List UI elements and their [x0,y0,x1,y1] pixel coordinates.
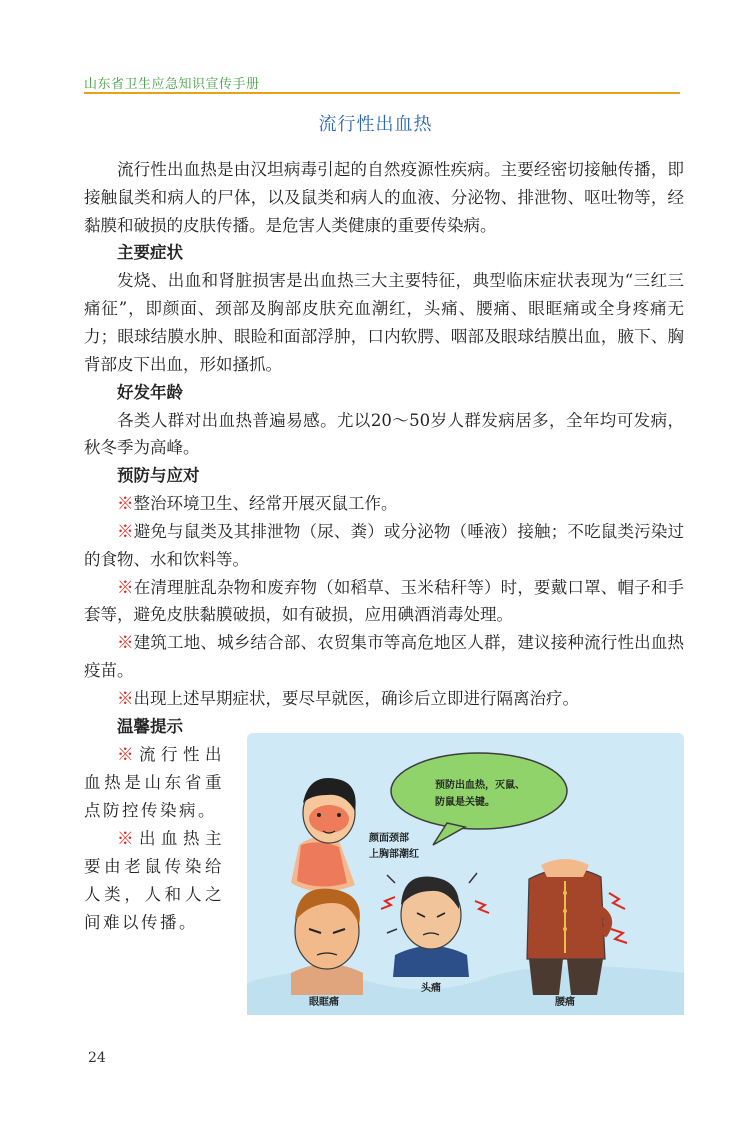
symptoms-illustration [247,733,684,1015]
symptoms-heading: 主要症状 [117,243,183,263]
prevention-item-text: 建筑工地、城乡结合部、农贸集市等高危地区人群，建议接种流行性出血热疫苗。 [84,633,685,680]
prevention-item-text: 出现上述早期症状，要尽早就医，确诊后立即进行隔离治疗。 [133,688,579,708]
tip-item-text: 流行性出血热是山东省重点防控传染病。 [84,744,224,820]
reference-mark-icon: ※ [117,744,139,764]
bubble-text-line2: 防鼠是关键。 [435,796,495,808]
reference-mark-icon: ※ [117,688,134,708]
reference-mark-icon: ※ [117,494,134,514]
label-back: 腰痛 [555,996,575,1008]
intro-paragraph: 流行性出血热是由汉坦病毒引起的自然疫源性疾病。主要经密切接触传播，即接触鼠类和病人的尸体，以及鼠类和病人的血液、分泌物、排泄物、呕吐物等，经黏膜和破损的皮肤传播。是危害人类健康的重要传染病。 [84,160,684,235]
tips-text [84,741,224,937]
tips-heading: 温馨提示 [117,716,183,736]
tip-item [84,825,224,937]
prevention-item-text: 整治环境卫生、经常开展灭鼠工作。 [133,494,398,514]
running-header: 山东省卫生应急知识宣传手册 [84,77,260,92]
prevention-item [84,490,684,518]
label-eye: 眼眶痛 [309,996,339,1008]
page-number: 24 [88,1050,106,1066]
prevention-item [84,574,684,630]
prevention-item [84,629,684,685]
reference-mark-icon: ※ [117,521,134,541]
prevention-heading: 预防与应对 [117,466,200,486]
article-body [84,156,685,1008]
header-rule [84,92,680,94]
label-head: 头痛 [421,982,441,994]
tips-section [84,741,684,1008]
reference-mark-icon: ※ [117,633,134,653]
reference-mark-icon: ※ [117,577,134,597]
prevention-item-text: 避免与鼠类及其排泄物（尿、粪）或分泌物（唾液）接触；不吃鼠类污染过的食物、水和饮料等。 [84,521,685,569]
eye-pain-figure [291,888,363,994]
bubble-text-line1: 预防出血热，灭鼠、 [435,779,525,791]
page-title: 流行性出血热 [318,114,433,135]
label-face-line2: 上胸部潮红 [369,848,419,860]
tip-item-text: 出血热主要由老鼠传染给人类，人和人之间难以传播。 [84,828,224,932]
tip-item [84,741,224,825]
label-face-line1: 颜面颈部 [369,832,409,844]
prevention-item-text: 在清理脏乱杂物和废弃物（如稻草、玉米秸秆等）时，要戴口罩、帽子和手套等，避免皮肤黏膜破损，如有破损，应用碘酒消毒处理。 [84,577,685,625]
symptoms-paragraph: 发烧、出血和肾脏损害是出血热三大主要特征，典型临床症状表现为“三红三痛征”，即颜面、颈部及胸部皮肤充血潮红，头痛、腰痛、眼眶痛或全身疼痛无力；眼球结膜水肿、眼睑和面部浮肿，口内软腭、咽部及眼球结膜出血，腋下、胸背部皮下出血，形如搔抓。 [84,271,684,374]
reference-mark-icon: ※ [117,828,139,848]
prevention-item [84,685,684,713]
age-paragraph: 各类人群对出血热普遍易感。尤以20～50岁人群发病居多，全年均可发病，秋冬季为高峰。 [84,410,684,458]
age-heading: 好发年龄 [117,382,183,402]
prevention-item [84,518,684,574]
